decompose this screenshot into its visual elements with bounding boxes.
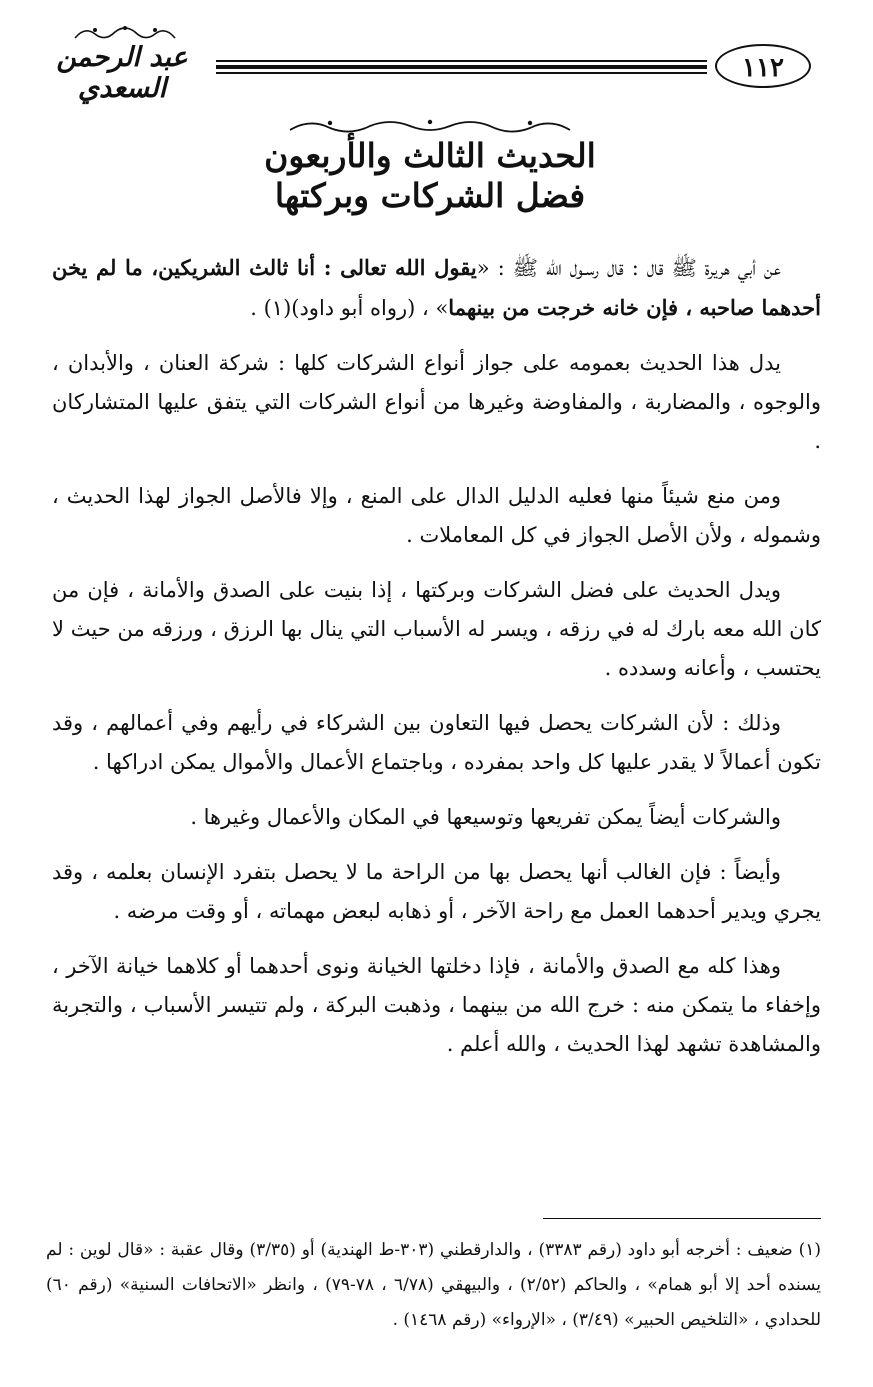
paragraph-7-text: وأيضاً : فإن الغالب أنها يحصل بها من الراحة ما لا يحصل بتفرد الإنسان بعلمه ، وقد يجري ويدير أحدهما العمل مع راحة الآخر ، أو ذهابه لبعض مهماته ، أو وقت مرضه .	[52, 860, 821, 923]
running-header	[30, 38, 811, 104]
paragraph-8-text: وهذا كله مع الصدق والأمانة ، فإذا دخلتها الخيانة ونوى أحدهما أو كلاهما خيانة الآخر ، وإخفاء ما يتمكن منه : خرج الله من بينهما ، وذهبت البركة ، ولم تتيسر الأسباب ، والتجربة والمشاهدة تشهد لهذا الحديث ، والله أعلم .	[52, 954, 821, 1056]
paragraph-3-text: ومن منع شيئاً منها فعليه الدليل الدال على المنع ، وإلا فالأصل الجواز لهذا الحديث ، وشموله ، ولأن الأصل الجواز في كل المعاملات .	[52, 484, 821, 547]
body-text	[52, 248, 821, 1080]
page-number: ١١٢	[715, 44, 811, 88]
hadith-paragraph	[52, 248, 821, 328]
paragraph-8	[52, 947, 821, 1064]
title-ornament-icon	[280, 118, 580, 136]
paragraph-5-text: وذلك : لأن الشركات يحصل فيها التعاون بين الشركاء في رأيهم وفي أعمالهم ، وقد تكون أعمالاً لا يقدر عليها كل واحد بمفرده ، وباجتماع الأعمال والأموال يمكن ادراكها .	[52, 711, 821, 774]
chapter-title-line-1: الحديث الثالث والأربعون	[264, 136, 596, 175]
paragraph-4	[52, 571, 821, 688]
paragraph-5	[52, 704, 821, 782]
header-rule	[216, 60, 707, 74]
footnote: (١) ضعيف : أخرجه أبو داود (رقم ٣٣٨٣) ، والدارقطني (٣٠٣-ط الهندية) أو (٣/٣٥) وقال عقبة : «قال لوين : لم يسنده أحد إلا أبو همام» ، والحاكم (٢/٥٢) ، والبيهقي (٦/٧٨ ، ٧٨-٧٩) ، وانظر «الاتحافات السنية» (رقم ٦٠) للحدادي ، «التلخيص الحبير» (٣/٤٩) ، «الإرواء» (رقم ١٤٦٨) .	[46, 1240, 821, 1330]
running-header-author: عبد الرحمن السعدي	[56, 42, 188, 104]
paragraph-6	[52, 798, 821, 837]
hadith-intro: عن أبي هريرة ﷺ قال : قال رسـول الله ﷺ : «	[476, 256, 781, 280]
paragraph-4-text: ويدل الحديث على فضل الشركات وبركتها ، إذا بنيت على الصدق والأمانة ، فإن من كان الله معه بارك له في رزقه ، ويسر له الأسباب التي ينال بها الرزق ، ورزقه من حيث لا يحتسب ، وأعانه وسدده .	[52, 578, 821, 680]
paragraph-7	[52, 853, 821, 931]
chapter-title	[240, 118, 620, 234]
hadith-outro: » ، (رواه أبو داود)(١) .	[250, 296, 449, 320]
chapter-title-line-2: فضل الشركات وبركتها	[274, 176, 586, 215]
paragraph-3	[52, 477, 821, 555]
hadith-text: يقول الله تعالى : أنا ثالث الشريكين، ما لم يخن أحدهما صاحبه ، فإن خانه خرجت من بينهما	[52, 255, 821, 320]
paragraph-6-text: والشركات أيضاً يمكن تفريعها وتوسيعها في المكان والأعمال وغيرها .	[190, 805, 781, 829]
paragraph-2	[52, 344, 821, 461]
paragraph-2-text: يدل هذا الحديث بعمومه على جواز أنواع الشركات كلها : شركة العنان ، والأبدان ، والوجوه ، والمضاربة ، والمفاوضة وغيرها من أنواع الشركات التي يتفق عليها المتشاركان .	[52, 351, 821, 453]
footnote-separator	[543, 1218, 821, 1219]
header-ornament-icon	[70, 24, 180, 42]
